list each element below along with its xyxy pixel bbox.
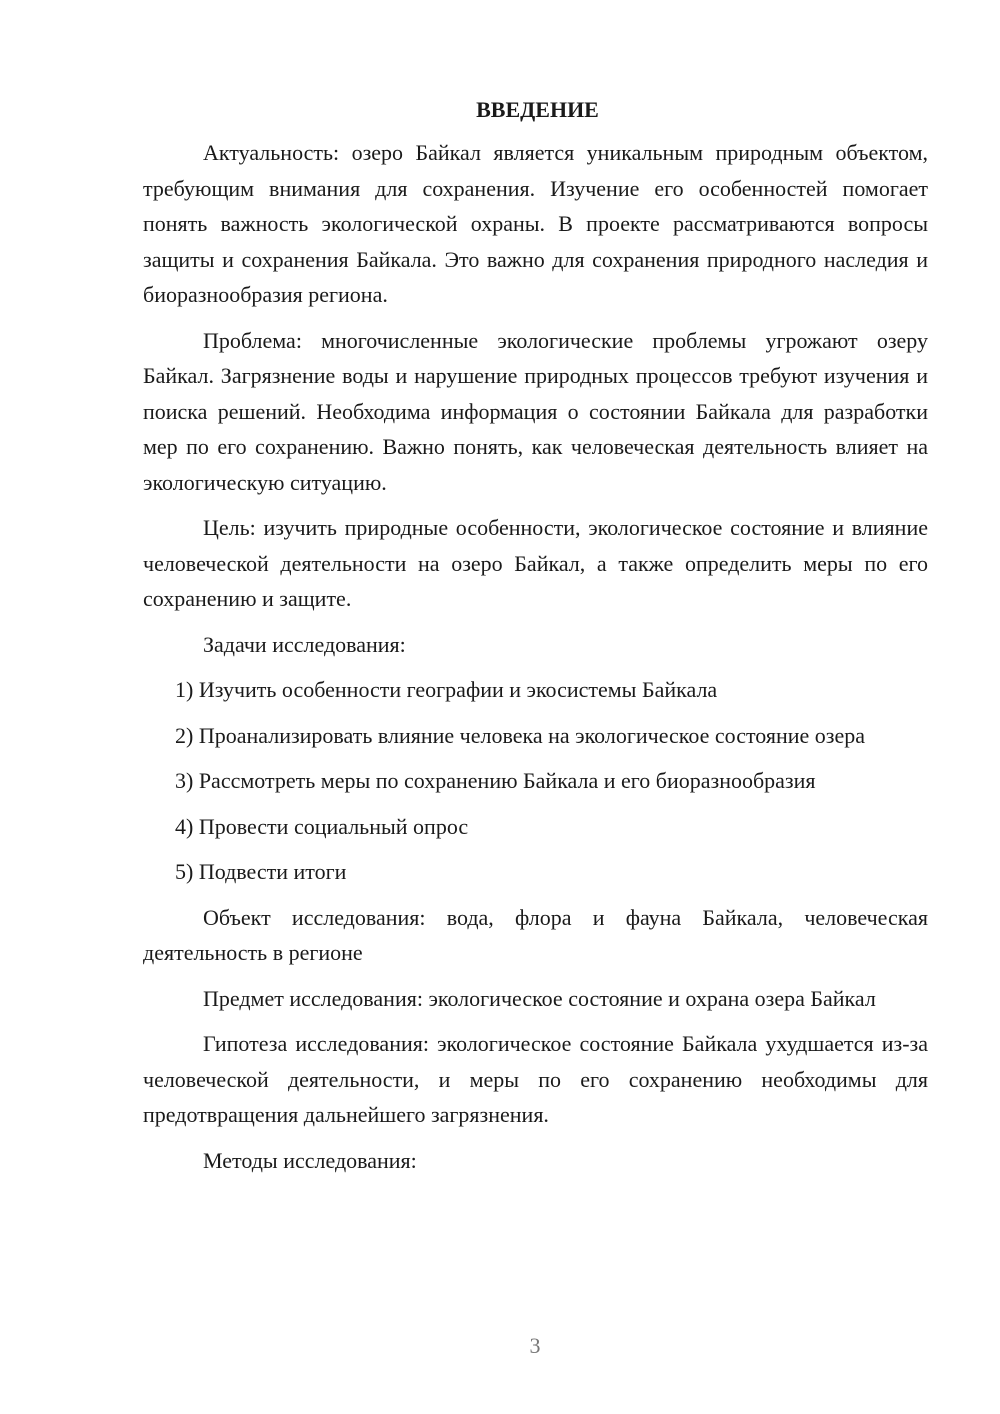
- object-paragraph: Объект исследования: вода, флора и фауна Байкала, человеческая деятельность в регионе: [143, 904, 928, 965]
- task-item: 2) Проанализировать влияние человека на экологическое состояние озера: [175, 722, 866, 748]
- task-item: 3) Рассмотреть меры по сохранению Байкала и его биоразнообразия: [175, 768, 816, 793]
- goal-paragraph: Цель: изучить природные особенности, экологическое состояние и влияние человеческой деятельности на озеро Байкал, а также определить меры по его сохранению и защите.: [143, 515, 928, 611]
- hypothesis-paragraph: Гипотеза исследования: экологическое состояние Байкала ухудшается из-за человеческой деятельности, и меры по его сохранению необходимы для предотвращения дальнейшего загрязнения.: [143, 1031, 928, 1127]
- section-heading: ВВЕДЕНИЕ: [476, 97, 599, 122]
- task-item: 1) Изучить особенности географии и экосистемы Байкала: [175, 677, 718, 702]
- document-page: [143, 95, 928, 1188]
- relevance-paragraph: Актуальность: озеро Байкал является уникальным природным объектом, требующим внимания для сохранения. Изучение его особенностей помогает понять важность экологической охраны. В проекте рассматриваются вопросы защиты и сохранения Байкала. Это важно для сохранения природного наследия и биоразнообразия региона.: [143, 140, 928, 307]
- subject-paragraph: Предмет исследования: экологическое состояние и охрана озера Байкал: [203, 985, 876, 1011]
- tasks-intro: Задачи исследования:: [203, 631, 406, 657]
- page-number: 3: [529, 1333, 541, 1358]
- methods-paragraph: Методы исследования:: [203, 1147, 417, 1173]
- task-item: 5) Подвести итоги: [175, 859, 347, 884]
- task-item: 4) Провести социальный опрос: [175, 813, 469, 839]
- problem-paragraph: Проблема: многочисленные экологические проблемы угрожают озеру Байкал. Загрязнение воды и нарушение природных процессов требуют изучения и поиска решений. Необходима информация о состоянии Байкала для разработки мер по его сохранению. Важно понять, как человеческая деятельность влияет на экологическую ситуацию.: [143, 327, 928, 495]
